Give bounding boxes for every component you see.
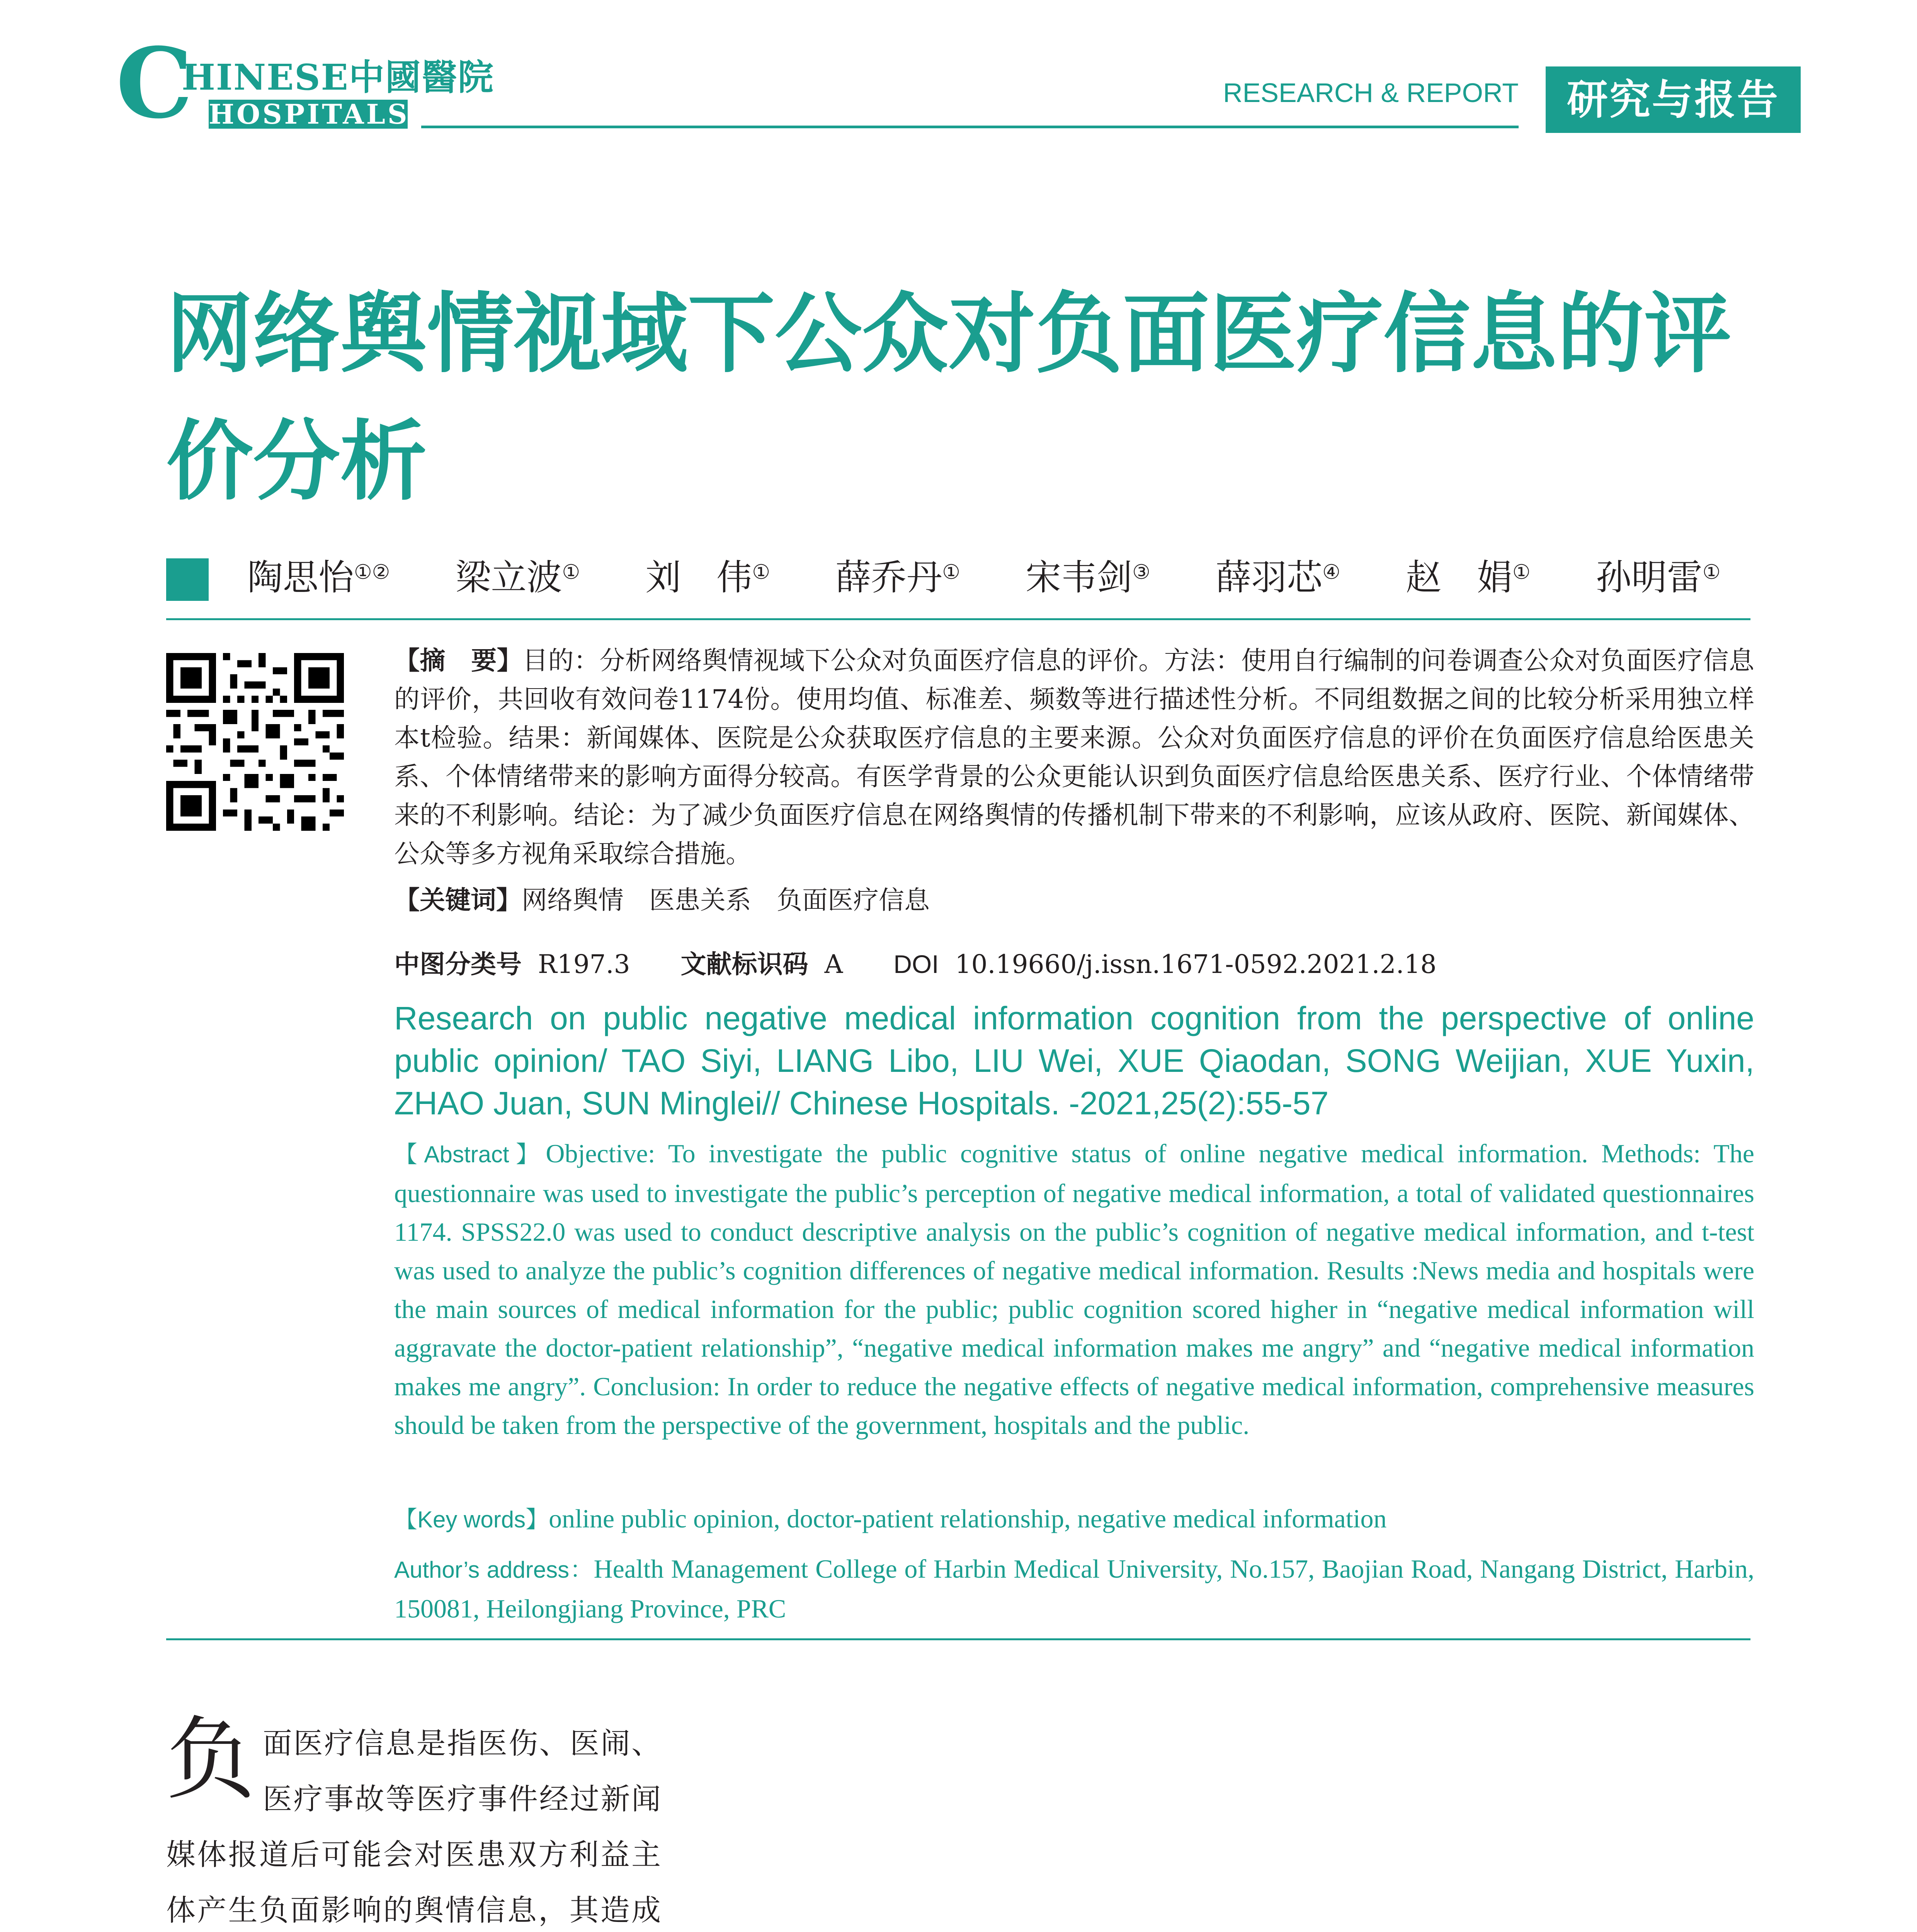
author: 薛羽芯④ (1216, 557, 1340, 598)
abstract-en (394, 1134, 1754, 1444)
keywords-cn (394, 881, 1754, 920)
author: 刘 伟① (645, 557, 771, 598)
qr-code-icon[interactable] (166, 653, 344, 831)
author: 孙明雷① (1596, 557, 1721, 598)
keywords-en-text: online public opinion, doctor-patient relationship, negative medical information (549, 1504, 1387, 1533)
doc-code-label: 文献标识码 (680, 949, 808, 979)
logo-wordmark: HINESE中國醫院 (182, 56, 494, 98)
clc-label: 中图分类号 (394, 949, 522, 979)
abstract-cn (394, 641, 1754, 920)
abstract-en-text: Objective: To investigate the public cognitive status of online negative medical information. Methods: The questionnaire was used to investigate the public’s perception of negative medical information, a total of validated questionnaires 1174. SPSS22.0 was used to conduct descriptive analysis on the public’s cognition of negative medical information, and t-test was used to analyze the public’s cognition differences of negative medical information. Results :News media and hospitals were the main sources of medical information for the public; public cognition scored higher in “negative medical information will aggravate the doctor-patient relationship”, “negative medical information makes me angry” and “negative medical information makes me angry”. Conclusion: In order to reduce the negative effects of negative medical information, comprehensive measures should be taken from the perspective of the government, hospitals and the public. (394, 1139, 1754, 1440)
logo-letter-c: C (116, 26, 193, 140)
address-text: Health Management College of Harbin Medical University, No.157, Baojian Road, Nangang District, Harbin, 150081, Heilongjiang Province, PRC (394, 1554, 1754, 1623)
section-label-en: RESEARCH & REPORT (1223, 78, 1519, 108)
author-marker-square (166, 558, 209, 601)
author: 薛乔丹① (835, 557, 960, 598)
dropcap: 负 (166, 1708, 255, 1811)
article-title: 网络舆情视域下公众对负面医疗信息的评价分析 (166, 284, 1731, 512)
author-divider (166, 618, 1750, 620)
clc-value: R197.3 (538, 949, 630, 979)
section-label-cn: 研究与报告 (1546, 66, 1801, 133)
keywords-label: 【关键词】 (394, 885, 522, 915)
doc-code-value: A (824, 949, 843, 979)
author-address-en (394, 1549, 1754, 1628)
abstract-divider (166, 1638, 1750, 1640)
abstract-en-label: 【Abstract】 (394, 1141, 546, 1167)
author: 陶思怡①② (247, 557, 390, 598)
body-column-3 (1254, 1716, 1750, 1932)
author: 梁立波① (455, 557, 580, 598)
english-title: Research on public negative medical information cognition from the perspective of online public opinion/ TAO Siyi, LIANG Libo, LIU Wei, XUE Qiaodan, SONG Weijian, XUE Yuxin, ZHAO Juan, SUN Minglei// Chinese Hospitals. -2021,25(2):55-57 (394, 1000, 1754, 1121)
logo-hospitals-band: HOSPITALS (209, 98, 410, 130)
keywords-en-label: 【Key words】 (394, 1507, 549, 1532)
body-column-1 (166, 1708, 661, 1932)
keywords-text: 网络舆情 医患关系 负面医疗信息 (522, 885, 930, 915)
abstract-label: 【摘 要】 (394, 646, 523, 675)
doi-value: 10.19660/j.issn.1671-0592.2021.2.18 (955, 949, 1437, 979)
author: 赵 娟① (1405, 557, 1531, 598)
keywords-en (394, 1499, 1754, 1539)
abstract-text: 目的：分析网络舆情视域下公众对负面医疗信息的评价。方法：使用自行编制的问卷调查公众对负面医疗信息的评价，共回收有效问卷1174份。使用均值、标准差、频数等进行描述性分析。不同组数据之间的比较分析采用独立样本t检验。结果：新闻媒体、医院是公众获取医疗信息的主要来源。公众对负面医疗信息的评价在负面医疗信息给医患关系、个体情绪带来的影响方面得分较高。有医学背景的公众更能认识到负面医疗信息给医患关系、医疗行业、个体情绪带来的不利影响。结论：为了减少负面医疗信息在网络舆情的传播机制下带来的不利影响，应该从政府、医院、新闻媒体、公众等多方视角采取综合措施。 (394, 646, 1755, 869)
paragraph-continuation-space (1254, 1716, 1750, 1932)
classification-line (394, 945, 1754, 984)
doi-label: DOI (893, 950, 939, 978)
header-rule (421, 126, 1519, 128)
address-label: Author’s address： (394, 1557, 594, 1583)
author: 宋韦剑③ (1026, 557, 1150, 598)
body-column-2 (709, 1716, 1206, 1932)
intro-paragraph: 负面医疗信息是指医伤、医闹、医疗事故等医疗事件经过新闻媒体报道后可能会对医患双方利益主体产生负面影响的舆情信息，其造成 (166, 1708, 661, 1927)
intro-continuation-space (709, 1716, 1206, 1932)
author-list (247, 547, 1793, 609)
